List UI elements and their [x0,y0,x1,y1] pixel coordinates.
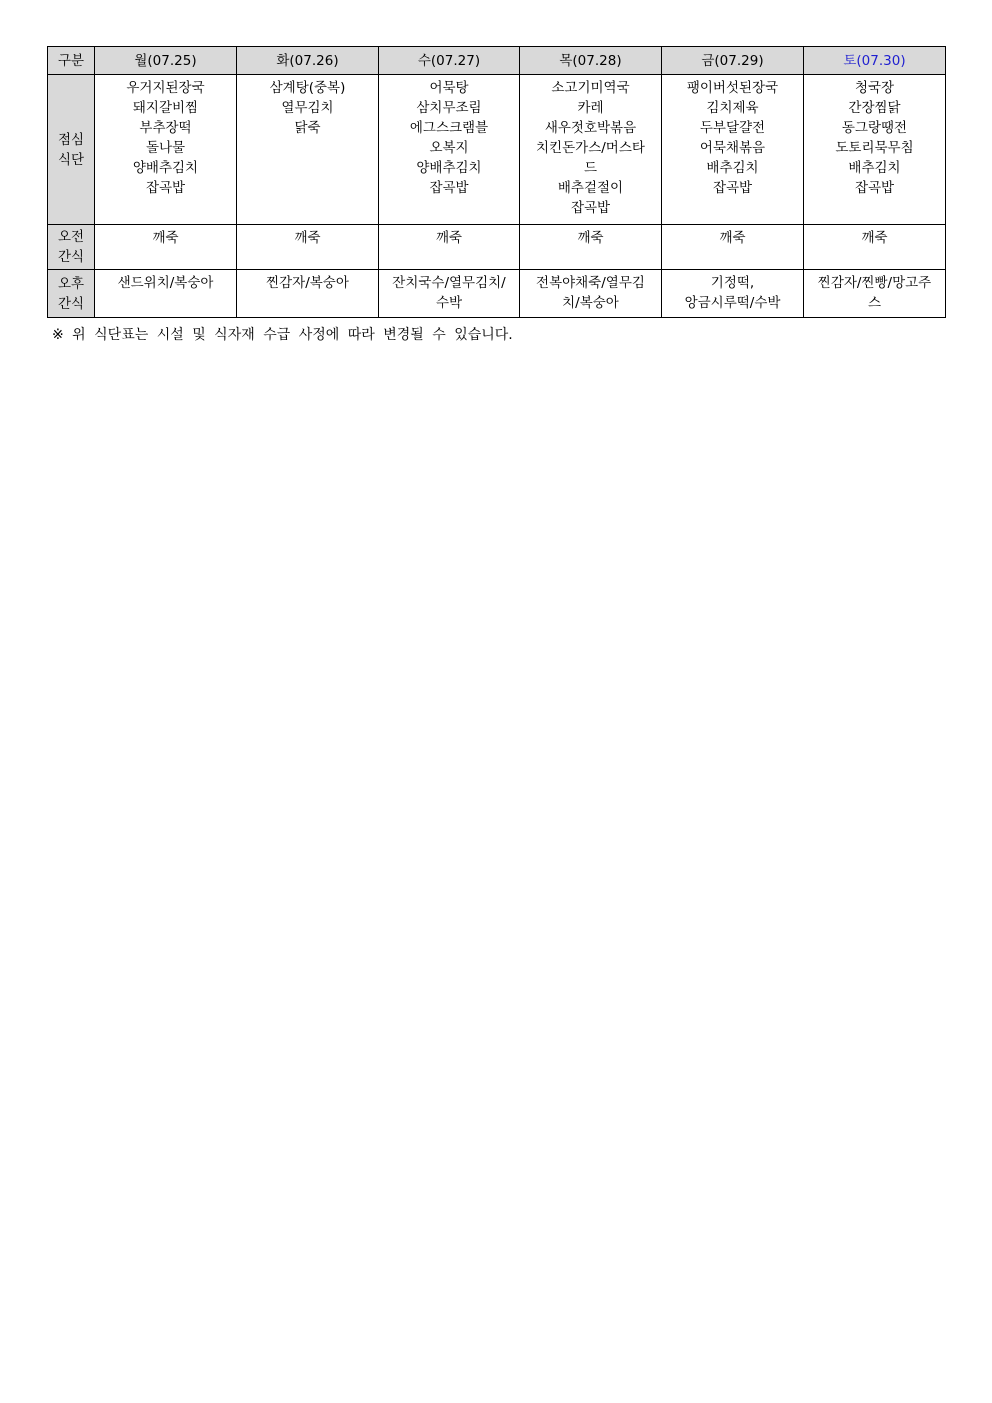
menu-cell [662,75,804,225]
menu-cell [804,75,946,225]
menu-item: 팽이버섯된장국 [686,80,779,96]
menu-item: 앙금시루떡/수박 [684,295,781,311]
menu-item: 도토리묵무침 [835,140,914,156]
day-header-wed: 수(07.27) [379,47,520,75]
row-label-line: 점심 [57,131,85,148]
menu-cell [237,75,379,225]
menu-item: 기정떡, [710,275,755,291]
day-header-fri: 금(07.29) [662,47,804,75]
menu-item: 청국장 [854,80,895,96]
menu-cell [520,270,662,318]
menu-change-footnote: ※ 위 식단표는 시설 및 식자재 수급 사정에 따라 변경될 수 있습니다. [52,327,513,343]
menu-item: 샌드위치/복숭아 [117,275,214,291]
menu-item: 스 [867,295,882,311]
menu-item: 찐감자/복숭아 [266,275,349,291]
menu-item: 잡곡밥 [854,180,895,196]
menu-item: 소고기미역국 [551,80,630,96]
menu-cell [237,270,379,318]
menu-cell [662,225,804,270]
row-label [48,75,95,225]
menu-item: 우거지된장국 [126,80,205,96]
menu-item: 드 [583,160,598,176]
row-label [48,225,95,270]
menu-item: 잡곡밥 [712,180,753,196]
menu-item: 어묵탕 [429,80,469,96]
menu-cell [379,75,520,225]
menu-item: 부추장떡 [139,120,192,136]
menu-item: 배추김치 [848,160,901,176]
menu-item: 새우젓호박볶음 [544,120,637,136]
weekly-menu-table [47,46,946,318]
morning-snack-row [48,225,946,270]
header-row [48,47,946,75]
menu-item: 닭죽 [294,120,321,136]
menu-item: 삼계탕(중복) [269,80,346,96]
menu-item: 배추김치 [706,160,759,176]
afternoon-snack-row [48,270,946,318]
menu-cell [520,225,662,270]
menu-item: 깨죽 [435,230,463,246]
menu-item: 깨죽 [719,230,746,246]
menu-item: 동그랑땡전 [841,120,908,136]
menu-item: 김치제육 [706,100,759,116]
menu-item: 간장찜닭 [848,100,901,116]
day-header-thu: 목(07.28) [520,47,662,75]
menu-item: 치/복숭아 [562,295,619,311]
menu-item: 수박 [435,295,463,311]
row-label-line: 식단 [57,151,85,168]
menu-item: 열무김치 [281,100,334,116]
menu-cell [95,225,237,270]
corner-header: 구분 [48,47,95,75]
menu-item: 잡곡밥 [570,200,611,216]
lunch-menu-row [48,75,946,225]
menu-cell [95,270,237,318]
menu-item: 양배추김치 [416,160,482,176]
menu-item: 깨죽 [294,230,321,246]
day-header-tue: 화(07.26) [237,47,379,75]
menu-item: 돌나물 [145,140,186,156]
menu-item: 양배추김치 [132,160,199,176]
row-label-line: 오전 [57,229,85,245]
menu-cell [95,75,237,225]
row-label-line: 간식 [57,295,85,312]
menu-item: 깨죽 [577,230,604,246]
menu-cell [379,225,520,270]
day-header-sat: 토(07.30) [804,47,946,75]
menu-item: 돼지갈비찜 [132,100,199,116]
menu-item: 찐감자/찐빵/망고주 [817,275,932,291]
menu-cell [804,225,946,270]
menu-item: 잡곡밥 [429,180,469,196]
menu-item: 어묵채볶음 [699,140,766,156]
menu-cell [520,75,662,225]
menu-cell [804,270,946,318]
menu-cell [662,270,804,318]
day-header-mon: 월(07.25) [95,47,237,75]
row-label [48,270,95,318]
menu-cell [379,270,520,318]
menu-item: 삼치무조림 [416,100,482,116]
menu-item: 오복지 [429,140,469,156]
menu-cell [237,225,379,270]
menu-item: 잔치국수/열무김치/ [392,275,506,291]
menu-item: 깨죽 [861,230,888,246]
menu-item: 에그스크램블 [409,120,489,136]
menu-item: 배추겉절이 [557,180,624,196]
menu-item: 잡곡밥 [145,180,186,196]
menu-item: 카레 [577,100,604,116]
menu-item: 깨죽 [152,230,179,246]
menu-item: 전복야채죽/열무김 [536,275,645,291]
menu-item: 치킨돈가스/머스타 [536,140,645,156]
row-label-line: 간식 [57,249,85,265]
row-label-line: 오후 [57,275,85,292]
menu-item: 두부달걀전 [699,120,766,136]
